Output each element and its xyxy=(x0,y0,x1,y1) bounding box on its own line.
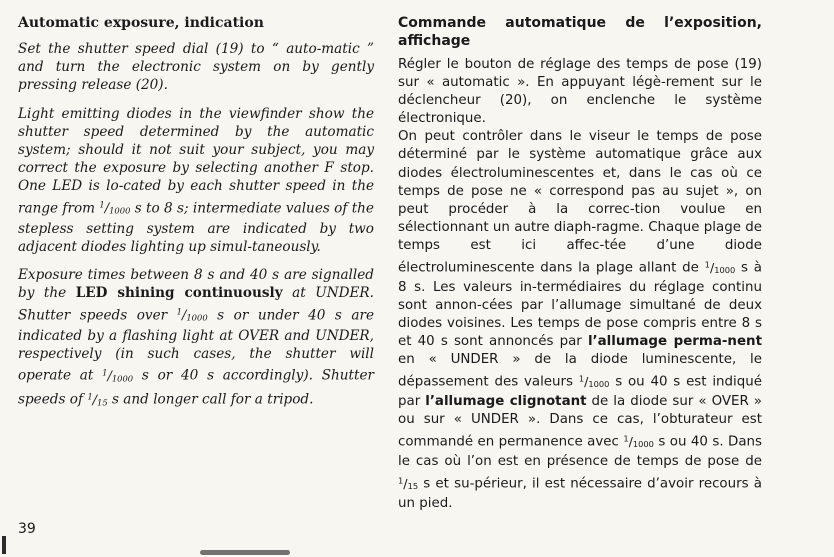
fraction: $^1/_{1000}$ xyxy=(704,259,736,276)
bold-phrase: l’allumage clignotant xyxy=(425,394,587,410)
bold-phrase: l’allumage perma-nent xyxy=(587,334,762,350)
scan-smudge xyxy=(200,550,290,555)
margin-mark xyxy=(2,536,6,554)
page-number: 39 xyxy=(18,521,36,537)
english-paragraph-3: Exposure times between 8 s and 40 s are signalled by the LED shining continuously at UNDER. Shutter speeds over $^1/_{1000}$ s or under 40 s are indicated by a flashing light at OVER and UNDER, respectively (in such cases, the shutter will operate at $^1/_{1000}$ s or 40 s accordingly). Shutter speeds of $^1/_{15}$ s and longer call for a tripod. xyxy=(18,267,374,408)
fraction: $^1/_{1000}$ xyxy=(99,199,131,217)
fraction: $^1/_{1000}$ xyxy=(102,366,134,384)
bold-phrase: LED shining continuously xyxy=(75,285,283,302)
fraction: $^1/_{1000}$ xyxy=(176,306,208,324)
fraction: $^1/_{1000}$ xyxy=(623,433,654,450)
fraction: $^1/_{15}$ xyxy=(398,475,419,492)
french-paragraph-1: Régler le bouton de réglage des temps de pose (19) sur « automatic ». En appuyant légè-rement sur le déclencheur (20), on enclenche le système électronique. xyxy=(398,57,762,127)
french-heading: Commande automatique de l’exposition, affichage xyxy=(398,15,762,49)
english-column xyxy=(18,14,374,421)
english-paragraph-1: Set the shutter speed dial (19) to “ auto-matic ” and turn the electronic system on by gently pressing release (20). xyxy=(18,41,374,94)
french-column xyxy=(398,14,762,513)
fraction: $^1/_{1000}$ xyxy=(578,373,610,390)
fraction: $^1/_{15}$ xyxy=(87,391,108,408)
french-paragraph-2: On peut contrôler dans le viseur le temps de pose déterminé par le système automatique grâce aux diodes électroluminescentes et, dans le cas où ce temps de pose ne « correspond pas au sujet », on peut procéder à la correc-tion voulue en sélectionnant un autre diaph-ragme. Chaque plage de temps est ici affec-tée d’une diode électroluminescente dans la plage allant de $^1/_{1000}$ s à 8 s. Les valeurs in-termédiaires du réglage continu sont annon-cées par l’allumage simultané de deux diodes voisines. Les temps de pose compris entre 8 s et 40 s sont annoncés par l’allumage perma-nent en « UNDER » de la diode luminescente, le dépassement des valeurs $^1/_{1000}$ s ou 40 s est indiqué par l’allumage clignotant de la diode sur « OVER » ou sur « UNDER ». Dans ce cas, l’obturateur est commandé en permanence avec $^1/_{1000}$ s ou 40 s. Dans le cas où l’on est en présence de temps de pose de $^1/_{15}$ s et su-périeur, il est nécessaire d’avoir recours à un pied. xyxy=(398,129,763,512)
english-heading: Automatic exposure, indication xyxy=(18,15,264,31)
english-paragraph-2: Light emitting diodes in the viewfinder show the shutter speed determined by the automatic system; should it not suit your subject, you may correct the exposure by selecting another F stop. One LED is lo-cated by each shutter speed in the range from $^1/_{1000}$ s to 8 s; intermediate values of the stepless setting system are indicated by two adjacent diodes lighting up simul-taneously. xyxy=(18,105,374,255)
